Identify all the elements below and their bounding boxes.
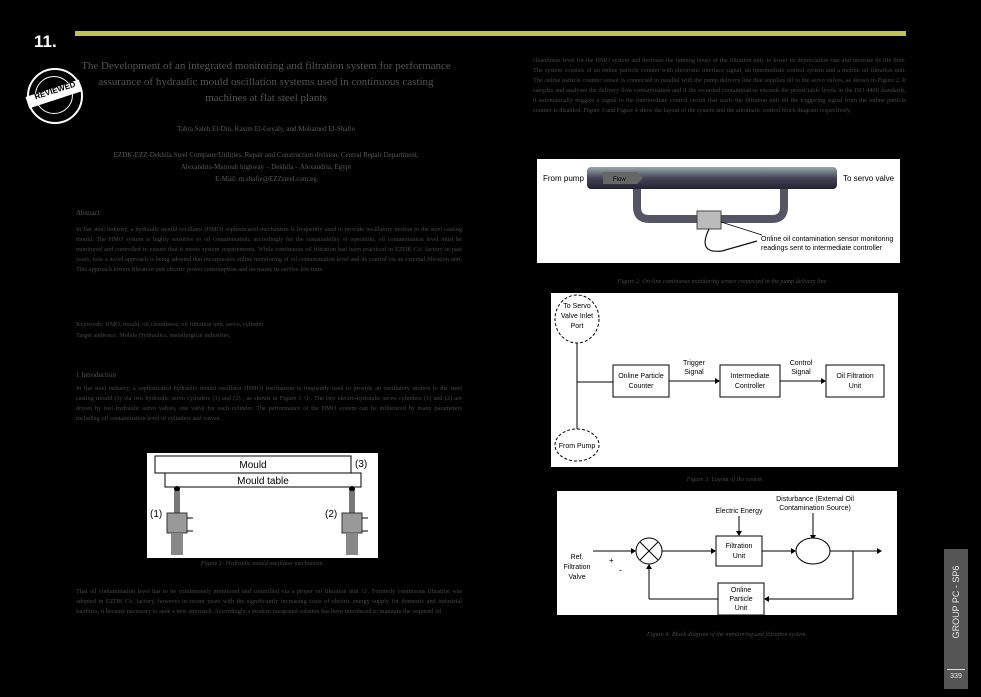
- to-servo-label: To servo valve: [843, 174, 895, 183]
- authors: Tahra Saleh El-Din, Kasim El-Geyaly, and Mohamed El-Shafie: [177, 125, 355, 133]
- filter-1: Oil Filtration: [836, 373, 874, 380]
- sensor-label-2: readings sent to intermediate controller: [761, 245, 883, 252]
- label-2: (2): [325, 509, 338, 520]
- to-servo-1: To Servo: [563, 303, 591, 310]
- trigger-1: Trigger: [683, 360, 705, 367]
- controller-1: Intermediate: [730, 373, 770, 380]
- intro-text: In flat steel industry, a sophisticated hydraulic mould oscillator (HMO) mechanism is frequently used to provide an oscillatory motion to the steel casting mould (3) via two hydraulic servo cylinders (1) and (2) , as shown in Figure 1 /1/. The two electro-hydraulic servo cylinders (1) and (2) are driven by two hydraulic servo valves, one valve for each cylinder. The performance of the HMO system can be influenced by many parameters including oil contamination level of cylinders and valves.: [76, 385, 462, 422]
- from-pump-label: From pump: [543, 174, 584, 183]
- target-audience: Target audience: Mobile Hydraulics, metallurgical industries.: [76, 332, 231, 339]
- filt-2: Unit: [732, 553, 746, 560]
- control-2: Signal: [791, 369, 811, 376]
- electric-energy: Electric Energy: [715, 508, 763, 515]
- sensor-pointer: [721, 222, 762, 235]
- figure-2-drawing: [537, 159, 900, 263]
- controller-box: [720, 365, 780, 397]
- cylinder-left: [167, 486, 193, 555]
- figure-1-caption: Figure 1: Hydraulic mould oscillator mechanism.: [200, 560, 325, 567]
- controller-2: Controller: [734, 383, 766, 390]
- from-pump: From Pump: [558, 443, 596, 450]
- mould-label: Mould: [239, 460, 267, 471]
- sensor-body: [697, 211, 721, 229]
- figure-3-drawing: [551, 293, 898, 467]
- figure-1-drawing: [147, 453, 378, 558]
- flow-label: Flow: [613, 177, 626, 183]
- ref-2: Filtration: [563, 564, 591, 571]
- label-3: (3): [355, 459, 368, 470]
- sensor-label-1: Online oil contamination sensor monitoring: [761, 236, 894, 243]
- disturbance-2: Contamination Source): [779, 505, 851, 512]
- page-number: 339: [950, 673, 962, 680]
- online-2: Particle: [729, 596, 753, 603]
- to-servo-2: Valve Inlet: [560, 313, 594, 320]
- group-label: GROUP PC - SP6: [951, 565, 961, 639]
- plus-sign: +: [609, 556, 614, 565]
- minus-sign: -: [619, 565, 622, 575]
- figure-4-drawing: [557, 491, 897, 615]
- mould-table-label: Mould table: [237, 476, 289, 487]
- paper-title: The Development of an integrated monitoring and filtration system for performance assurance of hydraulic mould oscillation systems used in continuous casting machines at flat steel plants: [81, 60, 451, 104]
- abstract-text: In flat steel industry, a hydraulic mould oscillator (HMO) sophisticated mechanism is frequently used to provide oscillatory motion to the steel casting mould. The HMO system is highly sensitive to oil contamination; accordingly for the sustainability of operation, oil contamination level must be monitored and controlled to ensure that it meets system requirements. While continuous oil filtration had been practiced in EZDK Co. factory in past years, now a novel approach is being adopted that incorporates online monitoring of oil contamination level and its control via an external filtration unit. This approach lowers filtration unit electric power consumption and increases its service life-time.: [76, 226, 462, 273]
- keywords: Keywords: HMO, mould, oil cleanliness, oil filtration unit, servo, cylinder: [76, 321, 264, 328]
- label-1: (1): [150, 509, 163, 520]
- side-tab: [944, 549, 968, 689]
- ref-3: Valve: [568, 574, 586, 581]
- tab-divider: [947, 669, 965, 670]
- right-column-text: cleanliness level for the HMO system and decrease the running hours of the filtration unit, to lower its depreciation rate and increase its life time. The system consists of an online particle counter with electronic interface signal, an intermediate control system and a mobile oil filtration unit. The online particle counter sensor is connected in parallel with the pump delivery line that supplies oil to the servo valves, as shown in Figure 2. It samples and analyses the delivery flow contamination and if the recorded contamination exceeds the preset/table levels in the ISO 4406 standards, it automatically triggers a signal to the intermediate control circuit that starts the filtration unit till the triggering signal from the online particle counter is disabled. Figure 3 and Figure 4 show the layout of the system and the automatic control block diagram respectively.: [533, 57, 906, 114]
- counter-2: Counter: [628, 383, 654, 390]
- figure-2-caption: Figure 2: On-line continuous monitoring sensor connected in the pump delivery line: [617, 278, 827, 285]
- figure-3-caption: Figure 3: Layout of the system: [686, 476, 763, 483]
- figure-1-mould-oscillator: [147, 453, 378, 558]
- figure-2-sensor: [537, 159, 900, 263]
- counter-1: Online Particle: [618, 373, 664, 380]
- affiliation-line-2: Alexandria-Matrouh highway – Dekhila – Alexandria, Egypt: [180, 163, 352, 171]
- section-number: 11.: [34, 32, 57, 51]
- online-1: Online: [730, 587, 752, 594]
- sensor-cable: [705, 229, 757, 251]
- particle-counter-box: [613, 365, 669, 397]
- affiliation-line-1: EZDK-EZZ-Dekhila Steel Company/Utilities, Repair and Construction division, Central Repair Department,: [113, 151, 419, 159]
- filt-1: Filtration: [725, 543, 753, 550]
- trigger-2: Signal: [684, 369, 704, 376]
- disturbance-junction: [796, 538, 830, 564]
- online-3: Unit: [734, 605, 748, 612]
- filtration-block: [716, 536, 762, 566]
- filtration-unit-box: [826, 365, 884, 397]
- to-servo-3: Port: [570, 323, 584, 330]
- filter-2: Unit: [848, 383, 862, 390]
- figure-3-layout: [551, 293, 898, 467]
- figure-4-block-diagram: [557, 491, 897, 615]
- control-1: Control: [789, 360, 813, 367]
- email: E-Mail: m.shafie@EZZsteel.com.eg: [215, 175, 317, 183]
- abstract-heading: Abstract: [76, 209, 100, 217]
- header-accent-bar: [75, 31, 906, 36]
- disturbance-1: Disturbance (External Oil: [776, 496, 854, 503]
- cylinder-right: [342, 486, 368, 555]
- reviewed-stamp: [27, 68, 83, 124]
- ref-1: Ref.: [570, 554, 584, 561]
- figure-4-caption: Figure 4: Block diagram of the monitoring and filtration system.: [647, 631, 807, 638]
- intro-heading: 1 Introduction: [76, 371, 116, 379]
- stamp-text: REVIEWED: [33, 79, 77, 102]
- bottom-text: That oil contamination level has to be continuously monitored and controlled via a proper oil filtration unit /2/. Formerly continuous filtration was adopted in EZDK Co. factory, however in recent years with the significantly increasing costs of electric energy supply for domestic and industrial facilities, it became necessary to seek a new approach. Accordingly a modern integrated solution has been introduced to maintain the required oil: [76, 588, 462, 615]
